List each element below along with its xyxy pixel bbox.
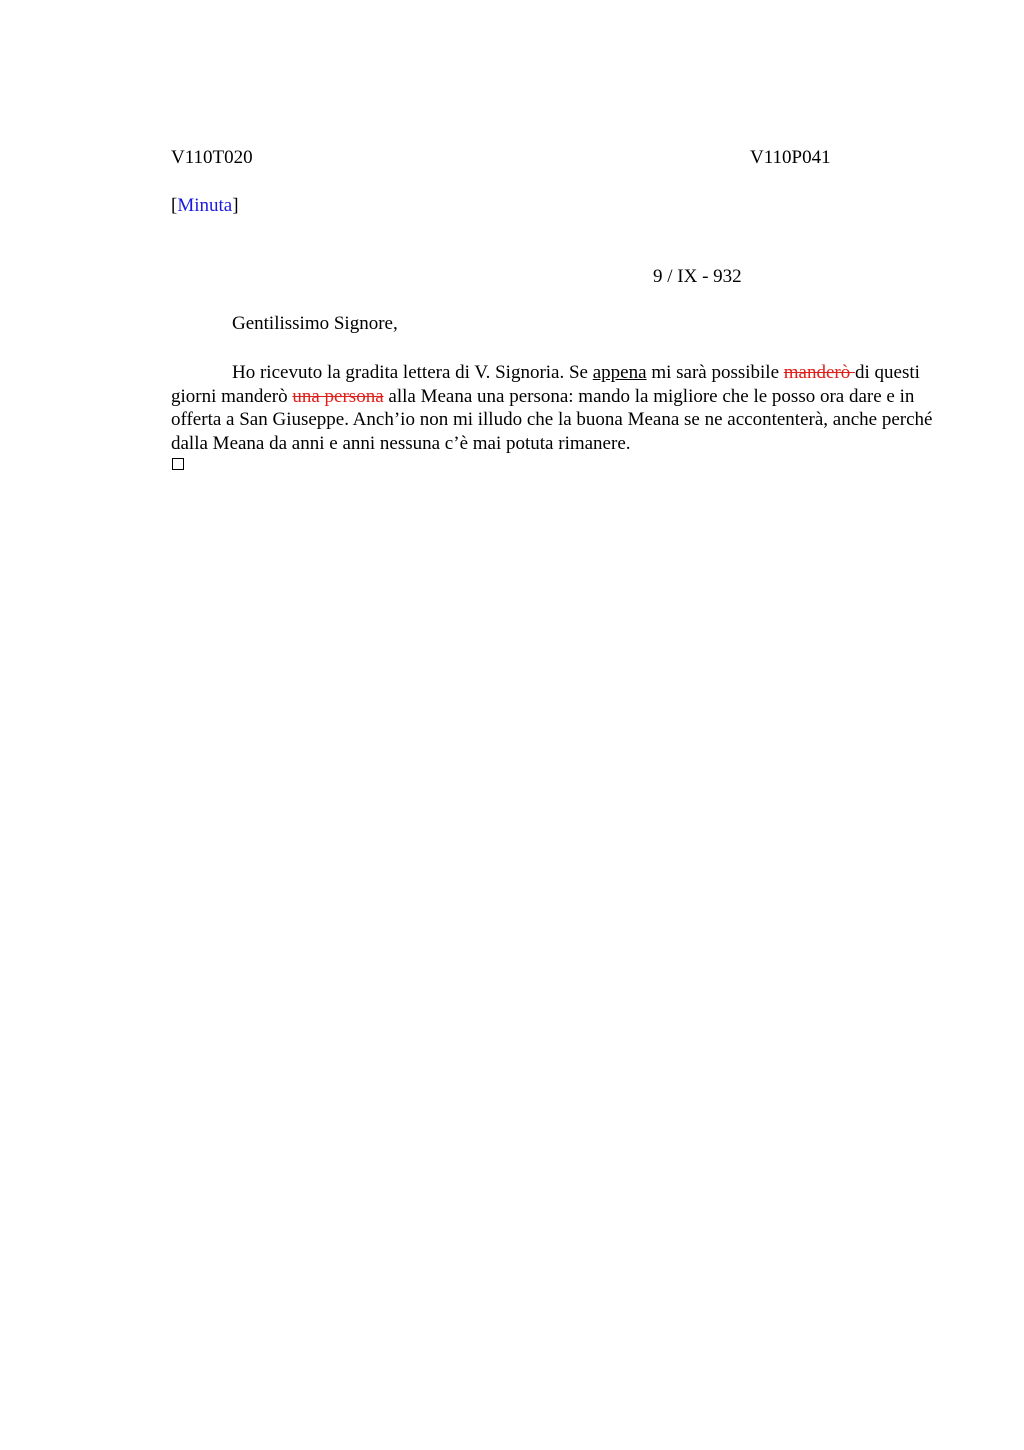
- salutation: Gentilissimo Signore,: [232, 313, 398, 334]
- body-text-segment: alla Meana una persona: mando la migliore che le posso ora dare e in offerta a San Giuseppe. Anch’io non mi illudo che la buona Meana se ne accontenterà, anche perché dalla Meana da anni e anni nessuna c’è mai potuta rimanere.: [171, 385, 933, 454]
- letter-date: 9 / IX - 932: [653, 266, 742, 287]
- end-of-document-box-icon: [172, 458, 184, 470]
- letter-body: [171, 361, 936, 455]
- document-type-label: [171, 195, 239, 217]
- open-bracket: [: [171, 195, 178, 216]
- body-text-segment: Ho ricevuto la gradita lettera di V. Signoria. Se: [232, 362, 593, 383]
- archive-reference-right: V110P041: [750, 147, 831, 168]
- document-type-link[interactable]: Minuta: [177, 195, 233, 216]
- deleted-text: una persona: [292, 385, 384, 407]
- deleted-text: manderò: [783, 362, 855, 383]
- body-text-segment: mi sarà possibile: [646, 362, 784, 383]
- body-text-segment: di questi giorni manderò: [171, 362, 920, 407]
- archive-reference-left: V110T020: [171, 147, 253, 168]
- underlined-word: appena: [592, 362, 647, 383]
- close-bracket: ]: [232, 195, 239, 216]
